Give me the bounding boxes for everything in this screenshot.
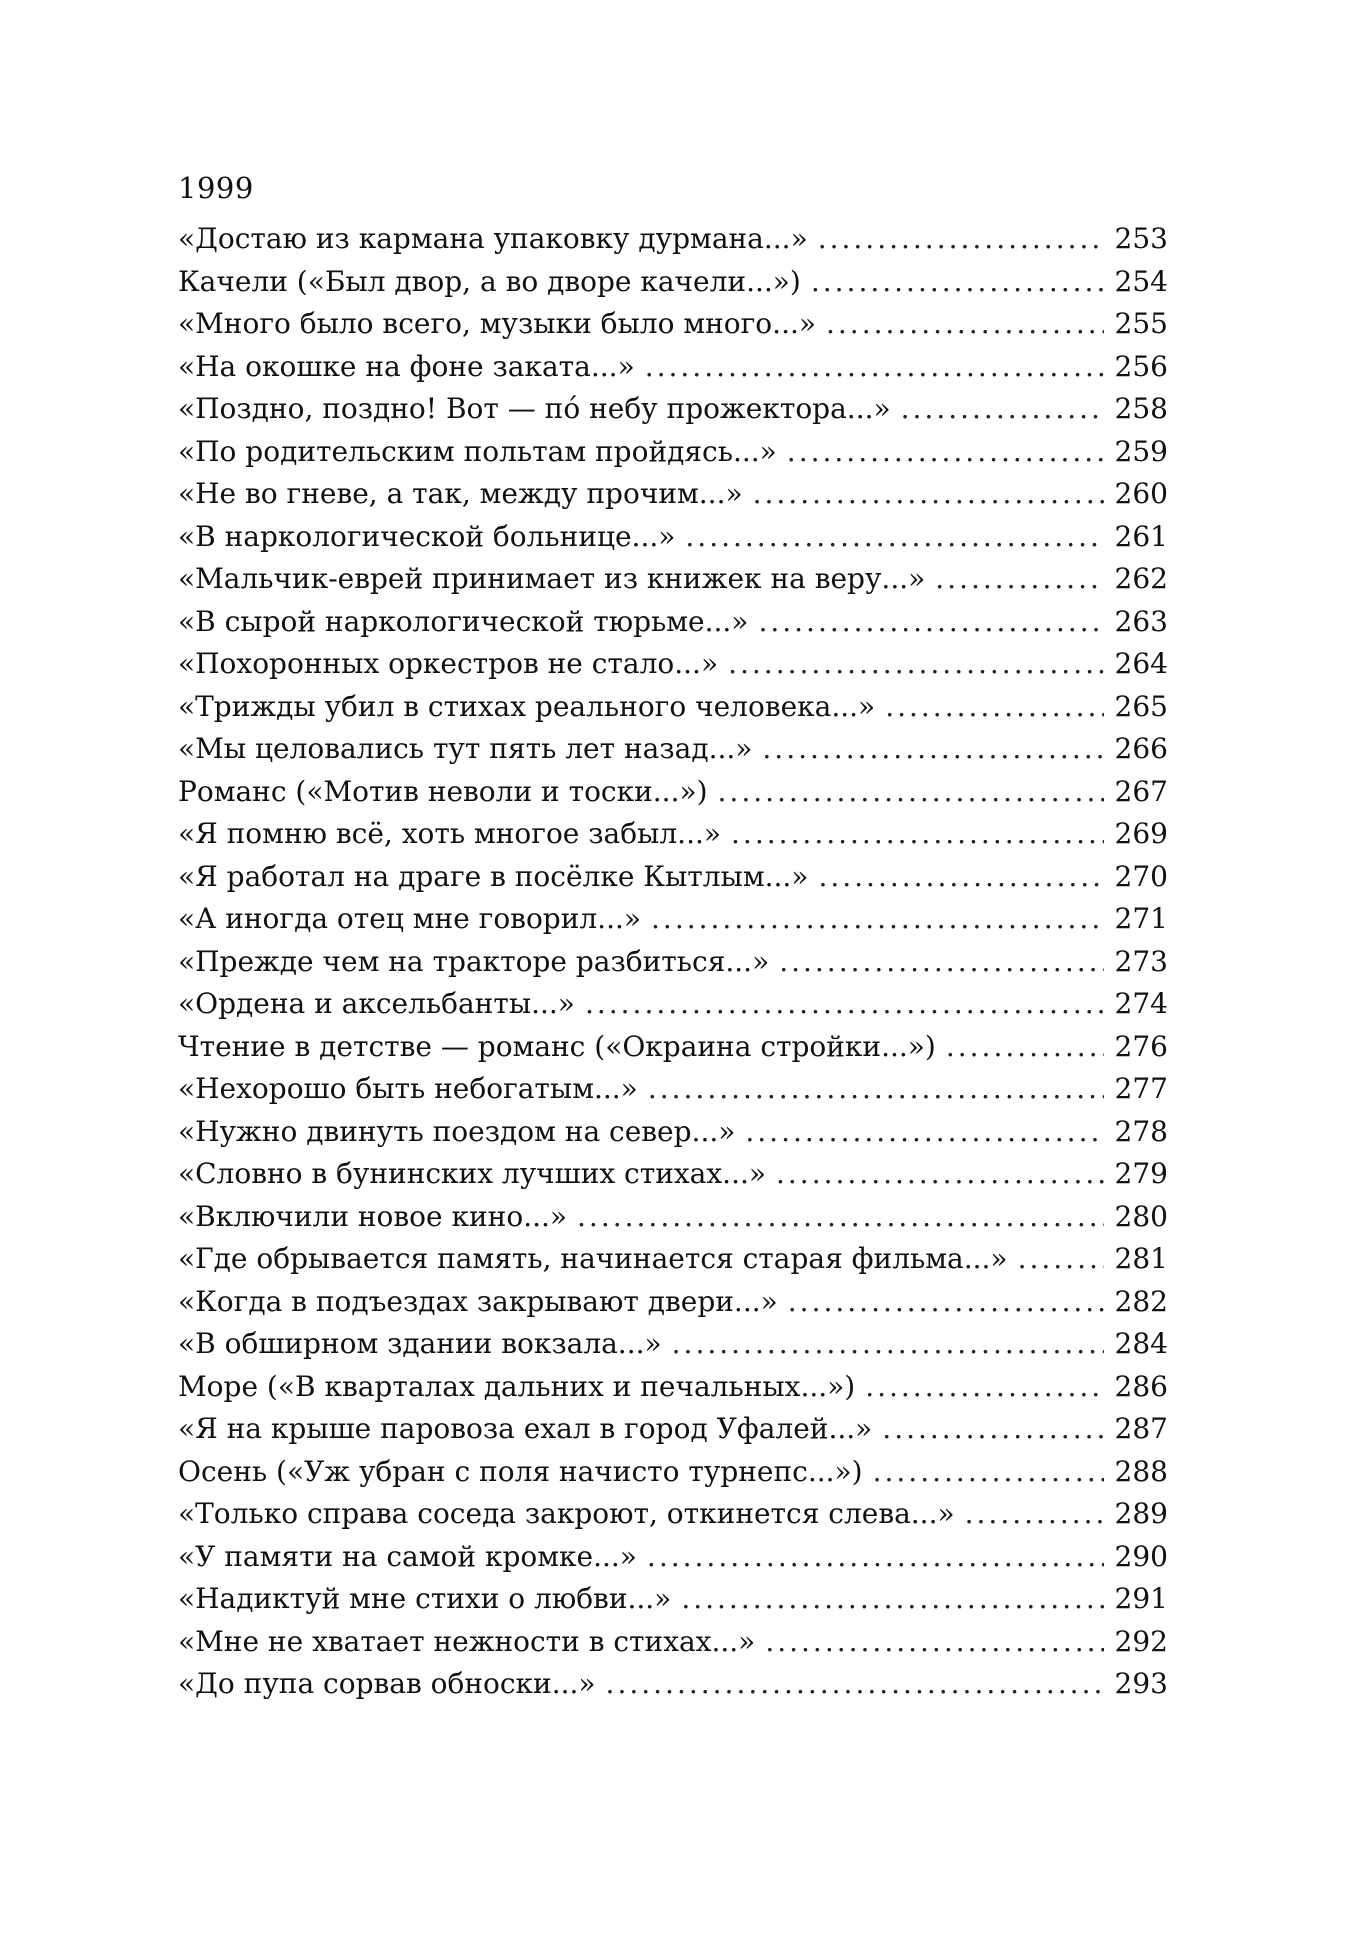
dot-leader xyxy=(818,218,1104,261)
toc-entry-title: «По родительским польтам пройдясь...» xyxy=(178,434,777,468)
toc-entry-page-number: 266 xyxy=(1114,732,1168,765)
dot-leader xyxy=(681,1578,1104,1621)
toc-entry xyxy=(178,516,1168,559)
dot-leader xyxy=(765,1621,1104,1664)
toc-entry-title: «Много было всего, музыки было много...» xyxy=(178,307,816,340)
toc-entry xyxy=(178,643,1168,686)
toc-entry-page-number: 259 xyxy=(1114,434,1168,468)
toc-entry xyxy=(178,1663,1168,1706)
dot-leader xyxy=(672,1323,1104,1366)
toc-entry-title: «Включили новое кино...» xyxy=(178,1199,568,1233)
toc-entry xyxy=(178,346,1168,389)
toc-entry-page-number: 256 xyxy=(1114,349,1168,383)
dot-leader xyxy=(745,1111,1104,1154)
toc-entry-page-number: 277 xyxy=(1114,1072,1168,1105)
dot-leader xyxy=(901,388,1104,431)
toc-entry xyxy=(178,303,1168,346)
toc-entry-page-number: 280 xyxy=(1114,1199,1168,1233)
toc-entry-page-number: 262 xyxy=(1114,562,1168,595)
toc-entry-page-number: 264 xyxy=(1114,647,1168,680)
toc-entry xyxy=(178,813,1168,856)
dot-leader xyxy=(776,1153,1104,1196)
toc-entry-title: «У памяти на самой кромке...» xyxy=(178,1539,637,1573)
toc-entry-page-number: 269 xyxy=(1114,817,1168,850)
dot-leader xyxy=(865,1366,1104,1409)
toc-entry-page-number: 270 xyxy=(1114,859,1168,893)
toc-entry-page-number: 253 xyxy=(1114,222,1168,255)
toc-entry xyxy=(178,218,1168,261)
toc-entry-title: «Я работал на драге в посёлке Кытлым...» xyxy=(178,859,809,893)
dot-leader xyxy=(577,1196,1104,1239)
toc-entry-page-number: 274 xyxy=(1114,987,1168,1020)
toc-entry-page-number: 263 xyxy=(1114,604,1168,638)
toc-entry-title: «Достаю из кармана упаковку дурмана...» xyxy=(178,222,808,255)
toc-entry xyxy=(178,898,1168,941)
toc-entry xyxy=(178,983,1168,1026)
toc-entry xyxy=(178,1578,1168,1621)
toc-entry xyxy=(178,473,1168,516)
toc-entry-page-number: 284 xyxy=(1114,1327,1168,1360)
toc-entry-page-number: 278 xyxy=(1114,1114,1168,1148)
toc-entry-title: «В наркологической больнице...» xyxy=(178,519,676,553)
toc-entry xyxy=(178,1323,1168,1366)
dot-leader xyxy=(685,516,1104,559)
dot-leader xyxy=(647,1536,1104,1579)
toc-entry-title: «Я на крыше паровоза ехал в город Уфалей...» xyxy=(178,1412,873,1445)
toc-entry-title: «Мы целовались тут пять лет назад...» xyxy=(178,732,753,765)
toc-entry xyxy=(178,558,1168,601)
toc-entry-page-number: 290 xyxy=(1114,1539,1168,1573)
section-year-heading: 1999 xyxy=(178,171,254,205)
toc-entry-title: «Мальчик-еврей принимает из книжек на веру...» xyxy=(178,562,926,595)
dot-leader xyxy=(718,771,1104,814)
toc-entry xyxy=(178,601,1168,644)
dot-leader xyxy=(965,1493,1104,1536)
toc-entry-page-number: 286 xyxy=(1114,1369,1168,1403)
toc-entry-page-number: 289 xyxy=(1114,1497,1168,1530)
toc-entry-title: «Похоронных оркестров не стало...» xyxy=(178,647,719,680)
toc-entry xyxy=(178,1493,1168,1536)
toc-entry-title: «Поздно, поздно! Вот — по́ небу прожектора...» xyxy=(178,392,891,425)
toc-entry-page-number: 255 xyxy=(1114,307,1168,340)
toc-entry xyxy=(178,1238,1168,1281)
toc-entry-page-number: 281 xyxy=(1114,1242,1168,1275)
toc-entry-title: «В обширном здании вокзала...» xyxy=(178,1327,662,1360)
toc-entry-title: «Словно в бунинских лучших стихах...» xyxy=(178,1157,766,1190)
toc-entry-list xyxy=(178,218,1168,1706)
toc-entry-title: «Когда в подъездах закрывают двери...» xyxy=(178,1284,778,1318)
dot-leader xyxy=(885,686,1104,729)
toc-entry-title: «Прежде чем на тракторе разбиться...» xyxy=(178,944,770,978)
toc-entry-title: Романс («Мотив неволи и тоски...») xyxy=(178,774,708,808)
toc-entry-title: «На окошке на фоне заката...» xyxy=(178,349,635,383)
toc-entry-title: «Трижды убил в стихах реального человека...» xyxy=(178,689,876,723)
toc-entry-page-number: 271 xyxy=(1114,902,1168,935)
toc-entry-page-number: 265 xyxy=(1114,689,1168,723)
toc-entry-title: «Мне не хватает нежности в стихах...» xyxy=(178,1624,756,1658)
toc-entry xyxy=(178,431,1168,474)
toc-entry xyxy=(178,728,1168,771)
toc-entry xyxy=(178,1111,1168,1154)
dot-leader xyxy=(826,303,1104,346)
table-of-contents xyxy=(178,168,1168,1706)
toc-entry xyxy=(178,261,1168,304)
dot-leader xyxy=(946,1026,1104,1069)
toc-entry-title: «Только справа соседа закроют, откинется слева...» xyxy=(178,1497,955,1530)
toc-entry-page-number: 254 xyxy=(1114,264,1168,298)
toc-entry xyxy=(178,388,1168,431)
toc-entry-title: «Я помню всё, хоть многое забыл...» xyxy=(178,817,722,850)
toc-entry xyxy=(178,941,1168,984)
toc-entry-title: «Где обрывается память, начинается старая фильма...» xyxy=(178,1242,1008,1275)
dot-leader xyxy=(753,473,1104,516)
dot-leader xyxy=(606,1663,1104,1706)
toc-entry-page-number: 273 xyxy=(1114,944,1168,978)
toc-entry xyxy=(178,1451,1168,1494)
toc-entry-page-number: 258 xyxy=(1114,392,1168,425)
toc-entry xyxy=(178,1366,1168,1409)
dot-leader xyxy=(585,983,1104,1026)
dot-leader xyxy=(1018,1238,1104,1281)
dot-leader xyxy=(788,1281,1104,1324)
toc-entry xyxy=(178,1408,1168,1451)
toc-entry xyxy=(178,1153,1168,1196)
toc-entry-title: «Нехорошо быть небогатым...» xyxy=(178,1072,638,1105)
toc-entry xyxy=(178,1536,1168,1579)
dot-leader xyxy=(762,728,1104,771)
toc-entry-title: Качели («Был двор, а во дворе качели...») xyxy=(178,264,801,298)
toc-entry xyxy=(178,1196,1168,1239)
toc-entry-title: «Надиктуй мне стихи о любви...» xyxy=(178,1582,672,1615)
toc-entry-page-number: 279 xyxy=(1114,1157,1168,1190)
dot-leader xyxy=(818,856,1104,899)
dot-leader xyxy=(731,813,1104,856)
toc-entry-page-number: 288 xyxy=(1114,1454,1168,1488)
toc-entry-title: Осень («Уж убран с поля начисто турнепс...») xyxy=(178,1454,863,1488)
toc-entry-title: «До пупа сорвав обноски...» xyxy=(178,1667,596,1700)
dot-leader xyxy=(758,601,1104,644)
dot-leader xyxy=(787,431,1104,474)
toc-entry-page-number: 276 xyxy=(1114,1029,1168,1063)
toc-entry-page-number: 291 xyxy=(1114,1582,1168,1615)
toc-entry-page-number: 260 xyxy=(1114,477,1168,510)
dot-leader xyxy=(882,1408,1104,1451)
dot-leader xyxy=(651,898,1104,941)
dot-leader xyxy=(648,1068,1104,1111)
toc-entry-page-number: 267 xyxy=(1114,774,1168,808)
toc-entry-title: Море («В кварталах дальних и печальных...») xyxy=(178,1369,856,1403)
toc-entry xyxy=(178,686,1168,729)
toc-entry-page-number: 282 xyxy=(1114,1284,1168,1318)
toc-entry xyxy=(178,856,1168,899)
dot-leader xyxy=(935,558,1104,601)
dot-leader xyxy=(645,346,1104,389)
toc-entry-page-number: 292 xyxy=(1114,1624,1168,1658)
toc-entry-page-number: 261 xyxy=(1114,519,1168,553)
toc-entry xyxy=(178,1621,1168,1664)
toc-entry-title: «Не во гневе, а так, между прочим...» xyxy=(178,477,743,510)
toc-entry-page-number: 293 xyxy=(1114,1667,1168,1700)
toc-entry-title: Чтение в детстве — романс («Окраина стройки...») xyxy=(178,1029,936,1063)
toc-entry xyxy=(178,1068,1168,1111)
toc-entry-page-number: 287 xyxy=(1114,1412,1168,1445)
dot-leader xyxy=(728,643,1104,686)
toc-entry-title: «Нужно двинуть поездом на север...» xyxy=(178,1114,736,1148)
dot-leader xyxy=(873,1451,1104,1494)
toc-entry-title: «Ордена и аксельбанты...» xyxy=(178,987,575,1020)
toc-entry-title: «А иногда отец мне говорил...» xyxy=(178,902,642,935)
toc-entry xyxy=(178,1026,1168,1069)
toc-entry-title: «В сырой наркологической тюрьме...» xyxy=(178,604,749,638)
toc-entry xyxy=(178,1281,1168,1324)
dot-leader xyxy=(811,261,1104,304)
dot-leader xyxy=(779,941,1104,984)
toc-entry xyxy=(178,771,1168,814)
